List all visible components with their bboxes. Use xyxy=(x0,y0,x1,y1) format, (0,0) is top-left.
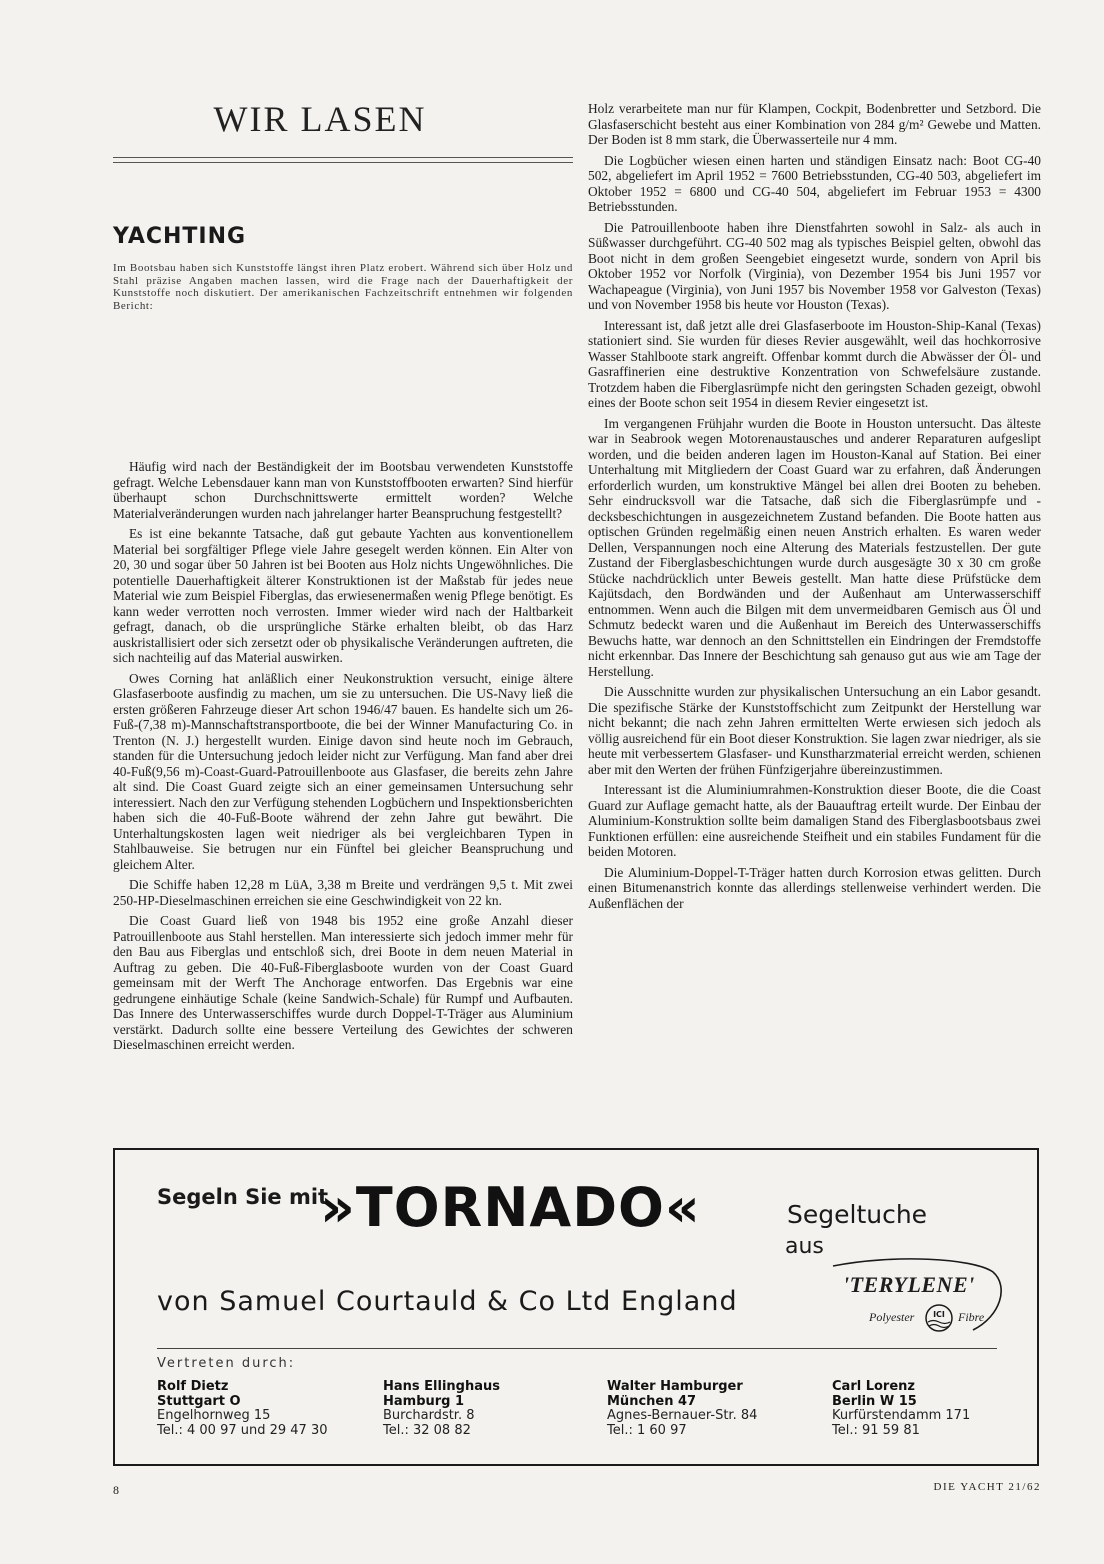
paragraph: Die Logbücher wiesen einen harten und ständigen Einsatz nach: Boot CG-40 502, abgeliefert im April 1952 = 7600 Betriebsstunden, CG-40 503, abgeliefert im Oktober 1952 = 6800 und CG-40 504, abgeliefert im Februar 1953 = 4300 Betriebsstunden. xyxy=(588,152,1041,214)
double-rule-top xyxy=(113,157,573,158)
rep-city: Hamburg 1 xyxy=(383,1393,465,1409)
rep-name: Hans Ellinghaus xyxy=(383,1379,500,1394)
ad-divider xyxy=(157,1348,997,1349)
paragraph: Es ist eine bekannte Tatsache, daß gut gebaute Yachten aus konventionellem Material bei sorgfältiger Pflege viele Jahre gesegelt werden können. Ein Alter von 20, 30 und sogar über 50 Jahren ist bei Booten aus Holz nichts Ungewöhnliches. Die potentielle Dauerhaftigkeit älterer Konstruktionen ist der Maßstab für jedes neue Material wie zum Beispiel Fiberglas, das erwiesenermaßen wenig Pflege benötigt. Es kann weder verrotten noch verrosten. Immer wieder wird nach der Haltbarkeit gefragt, danach, ob die ursprüngliche Stärke erhalten bleibt, ob das Harz auskristallisiert oder sich zersetzt oder ob physikalische Veränderungen auftreten, die sich nachteilig auf das Material auswirken. xyxy=(113,526,573,665)
paragraph: Häufig wird nach der Beständigkeit der im Bootsbau verwendeten Kunststoffe gefragt. Welche Lebensdauer kann man von Kunststoffbooten erwarten? Sind hierfür überhaupt schon Durchschnittswerte ermittelt worden? Welche Materialveränderungen wurden nach jahrelanger harter Beanspruchung festgestellt? xyxy=(113,459,573,521)
rep-name: Rolf Dietz xyxy=(157,1379,229,1394)
rep-city: Berlin W 15 xyxy=(832,1393,917,1409)
paragraph: Die Coast Guard ließ von 1948 bis 1952 eine große Anzahl dieser Patrouillenboote aus Stahl herstellen. Man interessierte sich jedoch immer mehr für den Bau aus Fiberglas und entschloß sich, drei Boote in dem neuen Material in Auftrag zu geben. Die 40-Fuß-Fiberglasboote wurden von der Coast Guard gemeinsam mit der Werft The Anchorage entworfen. Das Ergebnis war eine gedrungene einhäutige Schale (keine Sandwich-Schale) für Rumpf und Aufbauten. Das Innere des Unterwasserschiffes wurde durch Doppel-T-Träger aus Aluminium verstärkt. Dadurch sollte eine bessere Verteilung des Gewichtes der schweren Dieselmaschinen erreicht werden. xyxy=(113,913,573,1052)
rep-tel: Tel.: 4 00 97 und 29 47 30 xyxy=(157,1422,328,1438)
representative xyxy=(383,1380,583,1438)
paragraph: Owes Corning hat anläßlich einer Neukonstruktion versucht, einige ältere Glasfaserboote ausfindig zu machen, um sie zu untersuchen. Die US-Navy ließ die ersten größeren Fahrzeuge dieser Art schon 1946/47 bauen. Es handelte sich um 26-Fuß-(7,38 m)-Mannschaftstransportboote, die bei der Winner Manufacturing Co. in Trenton (N. J.) hergestellt wurden. Einige davon sind heute noch im Gebrauch, standen für die Untersuchung jedoch leider nicht zur Verfügung. Man fand aber drei 40-Fuß(9,56 m)-Coast-Guard-Patrouillenboote aus Glasfaser, die bereits zehn Jahre alt sind. Die Coast Guard zeigte sich an einer gemeinsamen Untersuchung sehr interessiert. Nach den zur Verfügung stehenden Logbüchern und Inspektionsberichten haben sich die 40-Fuß-Boote während der zehn Jahre gut bewährt. Die Unterhaltungskosten lagen weit niedriger als bei vergleichbaren Typen in Stahlbauweise. Sie betrugen nur ein Fünftel bei gleicher Beanspruchung und gleichem Alter. xyxy=(113,670,573,872)
logo-fibre: Fibre xyxy=(958,1310,985,1324)
rep-tel: Tel.: 32 08 82 xyxy=(383,1422,471,1438)
representative xyxy=(157,1380,357,1438)
section-kicker: WIR LASEN xyxy=(213,99,427,139)
paragraph: Holz verarbeitete man nur für Klampen, Cockpit, Bodenbretter und Setzbord. Die Glasfaserschicht besteht aus einer Kombination von 284 g/m² Gewebe und Matten. Der Boden ist 8 mm stark, die Überwasserteile nur 4 mm. xyxy=(588,101,1041,147)
rep-name: Walter Hamburger xyxy=(607,1379,743,1394)
ad-aus: aus xyxy=(785,1234,824,1259)
paragraph: Interessant ist, daß jetzt alle drei Glasfaserboote im Houston-Ship-Kanal (Texas) stationiert sind. Sie wurden für dieses Revier ausgewählt, weil das hochkorrosive Wasser Stahlboote stark angreift. Offenbar kommt durch die Abwässer der Öl- und Gasraffinerien eine destruktive Konzentration von Schwefelsäure zustande. Trotzdem haben die Fiberglasrümpfe nicht den geringsten Schaden gezeigt, obwohl eines der Boote schon seit 1954 in diesem Revier eingesetzt ist. xyxy=(588,317,1041,410)
rep-name: Carl Lorenz xyxy=(832,1379,915,1394)
rep-street: Kurfürstendamm 171 xyxy=(832,1408,971,1423)
paragraph: Die Aluminium-Doppel-T-Träger hatten durch Korrosion etwas gelitten. Durch einen Bitumenanstrich konnte das allerdings stellenweise verhindert werden. Die Außenflächen der xyxy=(588,864,1041,911)
ad-tornado: »TORNADO« xyxy=(320,1176,701,1239)
rep-tel: Tel.: 91 59 81 xyxy=(832,1422,920,1438)
paragraph: Im vergangenen Frühjahr wurden die Boote in Houston untersucht. Das älteste war in Seabrook wegen Motorenaustausches und anderer Reparaturen aufgeslipt worden, und die beiden anderen lagen im Houston-Kanal auf Station. Bei einer Unterhaltung mit Mitgliedern der Coast Guard war zu erfahren, daß Änderungen erforderlich wurden, um konstruktive Mängel bei allen drei Booten zu beheben. Sehr eindrucksvoll war die Tatsache, daß sich die Fiberglasrümpfe und -decksbeschichtungen in ausgezeichnetem Zustand befanden. Die Boote hatten aus optischen Gründen regelmäßig einen neuen Anstrich erhalten. Es waren weder Dellen, Verspannungen noch eine Alterung des Materials festzustellen. Der gute Zustand der Fiberglasbeschichtungen wurde durch ausgesägte 30 x 30 cm große Stücke nachdrücklich unter Beweis gestellt. Man hatte diese Prüfstücke dem Kajütsdach, den Bordwänden und der Außenhaut am Unterwasserschiff entnommen. Wenn auch die Bilgen mit dem unvermeidbaren Gemisch aus Öl und Schmutz bedeckt waren und die Außenhaut im Bereich des Unterwasserschiffs Bewuchs hatte, war dennoch an den Schnittstellen ein Eindringen der Fremdstoffe nicht erkennbar. Das Innere der Beschichtung sah genauso gut aus wie am Tage der Herstellung. xyxy=(588,415,1041,679)
logo-polyester: Polyester xyxy=(869,1310,915,1324)
advertisement-box xyxy=(113,1148,1039,1466)
left-column xyxy=(113,459,573,1058)
rep-city: Stuttgart O xyxy=(157,1393,241,1409)
paragraph: Die Ausschnitte wurden zur physikalischen Untersuchung an ein Labor gesandt. Die spezifische Stärke der Kunststoffschicht zum Zeitpunkt der Herstellung war nicht bekannt; die nach zehn Jahren ermittelten Werte erwiesen sich jedoch als völlig ausreichend für ein Boot dieser Konstruktion. Sie lagen zwar niedriger, als sie heute mit verbessertem Glasfaser- und Kunstharzmaterial erreicht werden, schienen aber mit den Werten der frühen Fünfzigerjahre übereinzustimmen. xyxy=(588,684,1041,777)
rep-street: Burchardstr. 8 xyxy=(383,1408,475,1423)
rep-street: Agnes-Bernauer-Str. 84 xyxy=(607,1408,758,1423)
ad-segeltuche: Segeltuche xyxy=(787,1200,928,1229)
ad-vertreten: Vertreten durch: xyxy=(157,1356,296,1371)
journal-footer: DIE YACHT 21/62 xyxy=(933,1481,1041,1493)
terylene-logo xyxy=(823,1258,1005,1338)
paragraph: Interessant ist die Aluminiumrahmen-Konstruktion dieser Boote, die die Coast Guard zur Auflage gemacht hatte, als der Bauauftrag erteilt wurde. Der Einbau der Aluminium-Konstruktion sollte beim damaligen Stand des Fiberglasbootsbaus zwei Funktionen erfüllen: eine ausreichende Steifheit und ein stabiles Fundament für die beiden Motoren. xyxy=(588,782,1041,859)
rep-tel: Tel.: 1 60 97 xyxy=(607,1422,687,1438)
rep-city: München 47 xyxy=(607,1393,697,1409)
double-rule-bottom xyxy=(113,162,573,163)
rep-street: Engelhornweg 15 xyxy=(157,1408,271,1423)
logo-swoosh-icon xyxy=(823,1258,1005,1338)
representative xyxy=(607,1380,807,1438)
representative xyxy=(832,1380,1032,1438)
ad-segeln: Segeln Sie mit xyxy=(157,1185,329,1209)
ici-text: ICI xyxy=(933,1310,945,1319)
ici-roundel-icon xyxy=(924,1303,954,1337)
article-headline: YACHTING xyxy=(113,224,247,249)
page-number: 8 xyxy=(113,1483,119,1497)
paragraph: Die Patrouillenboote haben ihre Dienstfahrten sowohl in Salz- als auch in Süßwasser durchgeführt. CG-40 502 mag als typisches Beispiel gelten, obwohl das Boot nicht in dem großen Seengebiet eingesetzt wurde, sondern von April bis Oktober 1952 vor Norfolk (Virginia), von Dezember 1954 bis Juni 1957 vor Wachapeague (Virginia), von Juni 1957 bis November 1958 vor Galveston (Texas) und von November 1958 bis heute vor Houston (Texas). xyxy=(588,219,1041,312)
right-column xyxy=(588,101,1041,916)
ad-courtauld: von Samuel Courtauld & Co Ltd England xyxy=(157,1286,738,1317)
paragraph: Die Schiffe haben 12,28 m LüA, 3,38 m Breite und verdrängen 9,5 t. Mit zwei 250-HP-Dieselmaschinen erreichen sie eine Geschwindigkeit von 22 kn. xyxy=(113,877,573,908)
logo-word: 'TERYLENE' xyxy=(843,1272,975,1297)
article-lead: Im Bootsbau haben sich Kunststoffe längst ihren Platz erobert. Während sich über Holz und Stahl präzise Angaben machen lassen, wird die Frage nach der Dauerhaftigkeit der Kunststoffe noch diskutiert. Der amerikanischen Fachzeitschrift entnehmen wir folgenden Bericht: xyxy=(113,262,573,312)
